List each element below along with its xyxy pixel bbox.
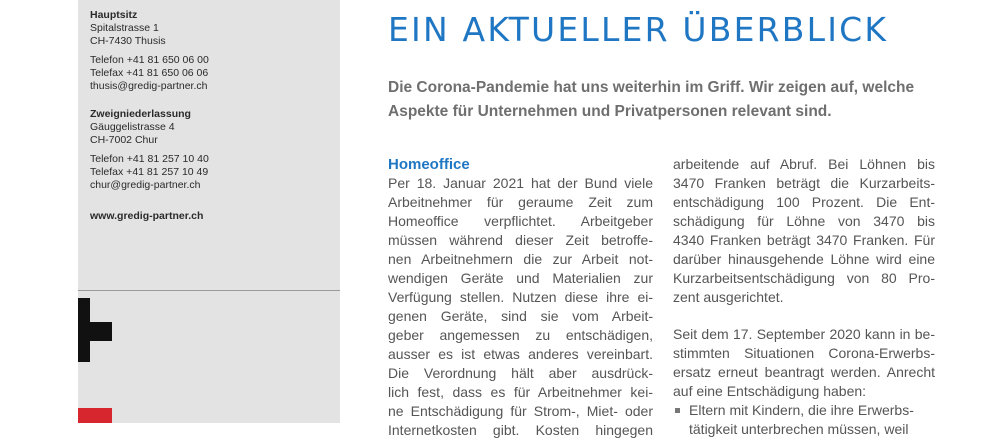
body-line: müssen während dieser Zeit betroffe- bbox=[388, 232, 653, 248]
body-line: 3470 Franken beträgt die Kurzarbeits- bbox=[673, 175, 935, 191]
branch-fax: Telefax +41 81 257 10 49 bbox=[90, 166, 209, 178]
body-line: lich fest, dass es für Arbeitnehmer kei- bbox=[388, 384, 653, 400]
headquarters-email[interactable]: thusis@gredig-partner.ch bbox=[90, 80, 208, 92]
bullet-square-icon bbox=[675, 408, 680, 413]
headquarters-address bbox=[90, 9, 209, 93]
body-line: Homeoffice verpflichtet. Arbeitgeber bbox=[388, 213, 653, 229]
contact-sidebar bbox=[78, 0, 340, 423]
body-line: Per 18. Januar 2021 hat der Bund viele bbox=[388, 175, 653, 191]
body-line: Kurzarbeitsentschädigung von 80 Pro- bbox=[673, 270, 935, 286]
body-line: auf eine Entschädigung haben: bbox=[673, 383, 867, 399]
headquarters-city: CH-7430 Thusis bbox=[90, 35, 166, 47]
body-line: stimmten Situationen Corona-Erwerbs- bbox=[673, 345, 935, 361]
list-item bbox=[673, 401, 935, 420]
body-line: Arbeitnehmer für geraume Zeit zum bbox=[388, 194, 653, 210]
lead-line: Aspekte für Unternehmen und Privatpersonen relevant sind. bbox=[388, 103, 832, 120]
bullet-text: Eltern mit Kindern, die ihre Erwerbs- bbox=[689, 402, 914, 418]
body-line: ausser es ist etwas anderes vereinbart. bbox=[388, 346, 653, 362]
body-line: Internetkosten gibt. Kosten hingegen bbox=[388, 422, 653, 438]
branch-city: CH-7002 Chur bbox=[90, 134, 158, 146]
body-line: nen Arbeitnehmern die zur Arbeit not- bbox=[388, 251, 653, 267]
body-line: zent ausgerichtet. bbox=[673, 289, 784, 305]
lead-paragraph bbox=[388, 76, 915, 124]
body-line: entschädigung 100 Prozent. Die Ent- bbox=[673, 194, 935, 210]
branch-address bbox=[90, 108, 209, 192]
logo-red-bar bbox=[78, 408, 112, 423]
branch-phone: Telefon +41 81 257 10 40 bbox=[90, 153, 209, 165]
body-line: darüber hinausgehende Löhne wird eine bbox=[673, 251, 935, 267]
branch-street: Gäuggelistrasse 4 bbox=[90, 121, 175, 133]
headquarters-heading: Hauptsitz bbox=[90, 9, 138, 21]
bullet-text: tätigkeit unterbrechen müssen, weil bbox=[689, 421, 909, 437]
section-heading-homeoffice: Homeoffice bbox=[388, 156, 470, 173]
body-line: wendigen Geräte und Materialien zur bbox=[388, 270, 653, 286]
headquarters-street: Spitalstrasse 1 bbox=[90, 22, 159, 34]
body-line: ersatz erneut beantragt werden. Anrecht bbox=[673, 364, 935, 380]
text-column-right bbox=[673, 155, 935, 439]
website-link[interactable]: www.gredig-partner.ch bbox=[90, 210, 204, 222]
body-line: schädigung für Löhne von 3470 bis bbox=[673, 213, 935, 229]
body-line: genen Geräte, sind sie vom Arbeit- bbox=[388, 308, 653, 324]
body-line: Die Verordnung hält aber ausdrück- bbox=[388, 365, 653, 381]
body-line: 4340 Franken beträgt 3470 Franken. Für bbox=[673, 232, 935, 248]
body-line: Seit dem 17. September 2020 kann in be- bbox=[673, 326, 935, 342]
page-title: EIN AKTUELLER ÜBERBLICK bbox=[388, 10, 889, 49]
body-line: arbeitende auf Abruf. Bei Löhnen bis bbox=[673, 156, 935, 172]
body-line: ne Entschädigung für Strom-, Miet- oder bbox=[388, 403, 653, 419]
body-line: Verfügung stellen. Nutzen diese ihre ei- bbox=[388, 289, 653, 305]
text-column-left bbox=[388, 155, 653, 440]
body-line: geber angemessen zu entschädigen, bbox=[388, 327, 653, 343]
headquarters-fax: Telefax +41 81 650 06 06 bbox=[90, 67, 209, 79]
headquarters-phone: Telefon +41 81 650 06 00 bbox=[90, 54, 209, 66]
lead-line: Die Corona-Pandemie hat uns weiterhin im Griff. Wir zeigen auf, welche bbox=[388, 79, 915, 96]
branch-heading: Zweigniederlassung bbox=[90, 108, 191, 120]
branch-email[interactable]: chur@gredig-partner.ch bbox=[90, 179, 201, 191]
sidebar-divider bbox=[78, 290, 340, 291]
